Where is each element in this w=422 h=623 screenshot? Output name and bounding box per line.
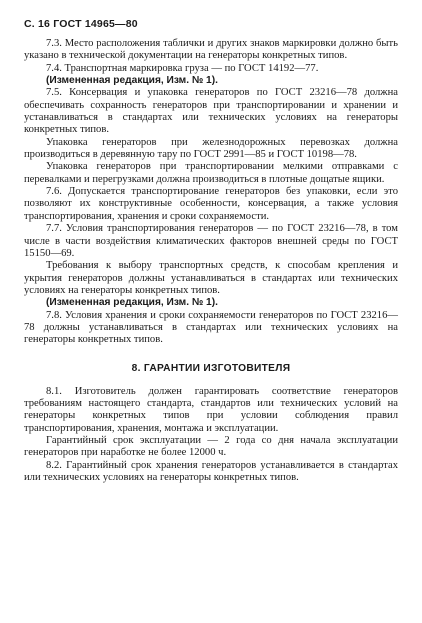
paragraph-8-2: 8.2. Гарантийный срок хранения генераторов устанавливается в стандартах или технических условиях на генераторы конкретных типов.	[24, 459, 398, 483]
paragraph-7-8: 7.8. Условия хранения и сроки сохраняемости генераторов по ГОСТ 23216—78 должны устанавливаться в стандартах или технических условиях на генераторы конкретных типов.	[24, 309, 398, 346]
paragraph-7-5: 7.5. Консервация и упаковка генераторов по ГОСТ 23216—78 должна обеспечивать сохранность генераторов при транспортировании и хранении и устанавливаться в стандартах или технических условиях на генераторы конкретных типов.	[24, 87, 398, 136]
paragraph-7-3: 7.3. Место расположения таблички и других знаков маркировки должно быть указано в технической документации на генераторы конкретных типов.	[24, 38, 398, 62]
paragraph-rail-packaging: Упаковка генераторов при железнодорожных перевозках должна производиться в деревянную тару по ГОСТ 2991—85 и ГОСТ 10198—78.	[24, 136, 398, 161]
document-page	[24, 18, 398, 484]
paragraph-small-shipments: Упаковка генераторов при транспортировании мелкими отправками с перевалками и перегрузками должна производиться в плотные дощатые ящики.	[24, 161, 398, 185]
paragraph-warranty-period: Гарантийный срок эксплуатации — 2 года со дня начала эксплуатации генераторов при наработке не более 12000 ч.	[24, 434, 398, 459]
revision-note: (Измененная редакция, Изм. № 1).	[46, 297, 218, 309]
revision-note: (Измененная редакция, Изм. № 1).	[46, 75, 218, 87]
paragraph-7-6: 7.6. Допускается транспортирование генераторов без упаковки, если это позволяют их конструктивные особенности, консервация, а также условия транспортирования, хранения и сроки сохраняемости.	[24, 186, 398, 222]
paragraph-7-7: 7.7. Условия транспортирования генераторов — по ГОСТ 23216—78, в том числе в части воздействия климатических факторов внешней среды по ГОСТ 15150—69.	[24, 223, 398, 259]
paragraph-7-4: 7.4. Транспортная маркировка груза — по ГОСТ 14192—77.	[46, 62, 319, 74]
page-header: С. 16 ГОСТ 14965—80	[24, 18, 138, 30]
paragraph-transport-requirements: Требования к выбору транспортных средств, к способам крепления и укрытия генераторов должны устанавливаться в стандартах или технических условиях на генераторы конкретных типов.	[24, 260, 398, 296]
section-heading: 8. ГАРАНТИИ ИЗГОТОВИТЕЛЯ	[131, 362, 291, 374]
paragraph-8-1: 8.1. Изготовитель должен гарантировать соответствие генераторов требованиям настоящего стандарта, стандартов или технических условий на генераторы конкретных типов при условии соблюдения правил транспортирования, хранения, монтажа и эксплуатации.	[24, 385, 398, 434]
